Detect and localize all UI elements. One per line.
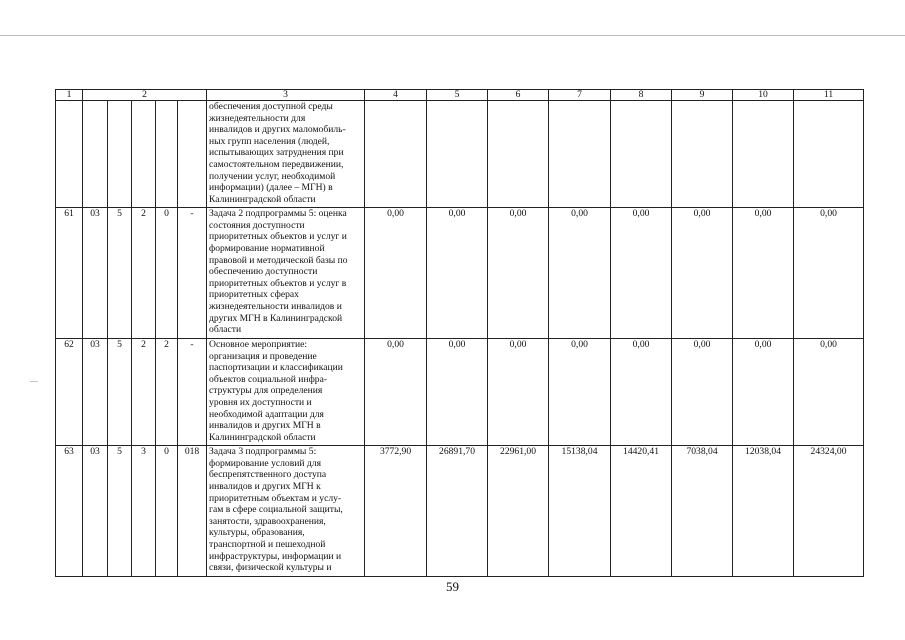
value-cell: 0,00 — [427, 338, 488, 445]
code-cell: 5 — [108, 338, 132, 445]
value-cell: 15138,04 — [549, 446, 611, 577]
value-cell: 0,00 — [611, 208, 672, 339]
header-cell: 1 — [56, 90, 83, 101]
page-number: 59 — [446, 579, 459, 594]
header-cell: 9 — [672, 90, 733, 101]
value-cell: 26891,70 — [427, 446, 488, 577]
header-cell: 11 — [794, 90, 864, 101]
code-cell: 03 — [83, 338, 108, 445]
row-description: Задача 2 подпрограммы 5: оценка состояния доступности приоритетных объектов и услуг и формирование нормативной правовой и методической базы по обеспечению доступности приоритетных объектов и услуг в приоритетных сферах жизнедеятельности инвалидов и других МГН в Калининградской области — [207, 208, 365, 339]
scan-border-line — [0, 35, 905, 36]
value-cell: 0,00 — [794, 208, 864, 339]
header-cell: 8 — [611, 90, 672, 101]
code-cell: 2 — [156, 338, 178, 445]
value-cell: 12038,04 — [733, 446, 794, 577]
value-cell: 14420,41 — [611, 446, 672, 577]
code-cell: 0 — [156, 446, 178, 577]
code-cell: 2 — [132, 338, 156, 445]
code-cell: - — [178, 338, 207, 445]
value-cell: 0,00 — [365, 208, 427, 339]
header-cell: 10 — [733, 90, 794, 101]
code-cell: 03 — [83, 208, 108, 339]
value-cell: 7038,04 — [672, 446, 733, 577]
header-cell: 5 — [427, 90, 488, 101]
code-cell: 62 — [56, 338, 83, 445]
value-cell: 22961,00 — [488, 446, 549, 577]
row-description: обеспечения доступной среды жизнедеятельности для инвалидов и других маломобиль- ных групп населения (людей, испытывающих затруднения при самостоятельном передвижении, получении услуг, необходимой информации) (далее – МГН) в Калининградской области — [207, 101, 365, 208]
value-cell: 0,00 — [549, 208, 611, 339]
code-cell: 03 — [83, 446, 108, 577]
table-row — [56, 208, 864, 339]
value-cell: 0,00 — [794, 338, 864, 445]
code-cell: 0 — [156, 208, 178, 339]
scan-margin-mark — [30, 381, 38, 382]
code-cell: 3 — [132, 446, 156, 577]
row-description: Задача 3 подпрограммы 5: формирование условий для беспрепятственного доступа инвалидов и других МГН к приоритетным объектам и услу- гам в сфере социальной защиты, занятости, здравоохранения, культуры, образования, транспортной и пешеходной инфраструктуры, информации и связи, физической культуры и — [207, 446, 365, 577]
value-cell: 0,00 — [672, 338, 733, 445]
value-cell: 0,00 — [733, 208, 794, 339]
value-cell: 0,00 — [733, 338, 794, 445]
code-cell: 5 — [108, 208, 132, 339]
column-number-row — [56, 90, 864, 101]
value-cell: 0,00 — [549, 338, 611, 445]
budget-table — [55, 89, 864, 577]
table-row — [56, 338, 864, 445]
value-cell: 0,00 — [427, 208, 488, 339]
header-cell: 7 — [549, 90, 611, 101]
code-cell: 63 — [56, 446, 83, 577]
table-row — [56, 446, 864, 577]
header-cell: 4 — [365, 90, 427, 101]
value-cell: 24324,00 — [794, 446, 864, 577]
code-cell: 018 — [178, 446, 207, 577]
value-cell: 0,00 — [488, 208, 549, 339]
value-cell: 3772,90 — [365, 446, 427, 577]
code-cell: 61 — [56, 208, 83, 339]
table-row-continuation — [56, 101, 864, 208]
header-cell: 6 — [488, 90, 549, 101]
header-cell: 3 — [207, 90, 365, 101]
value-cell: 0,00 — [365, 338, 427, 445]
code-cell: - — [178, 208, 207, 339]
code-cell: 2 — [132, 208, 156, 339]
header-cell: 2 — [83, 90, 207, 101]
value-cell: 0,00 — [488, 338, 549, 445]
value-cell: 0,00 — [672, 208, 733, 339]
row-description: Основное мероприятие: организация и проведение паспортизации и классификации объектов социальной инфра- структуры для определения уровня их доступности и необходимой адаптации для инвалидов и других МГН в Калининградской области — [207, 338, 365, 445]
value-cell: 0,00 — [611, 338, 672, 445]
code-cell: 5 — [108, 446, 132, 577]
